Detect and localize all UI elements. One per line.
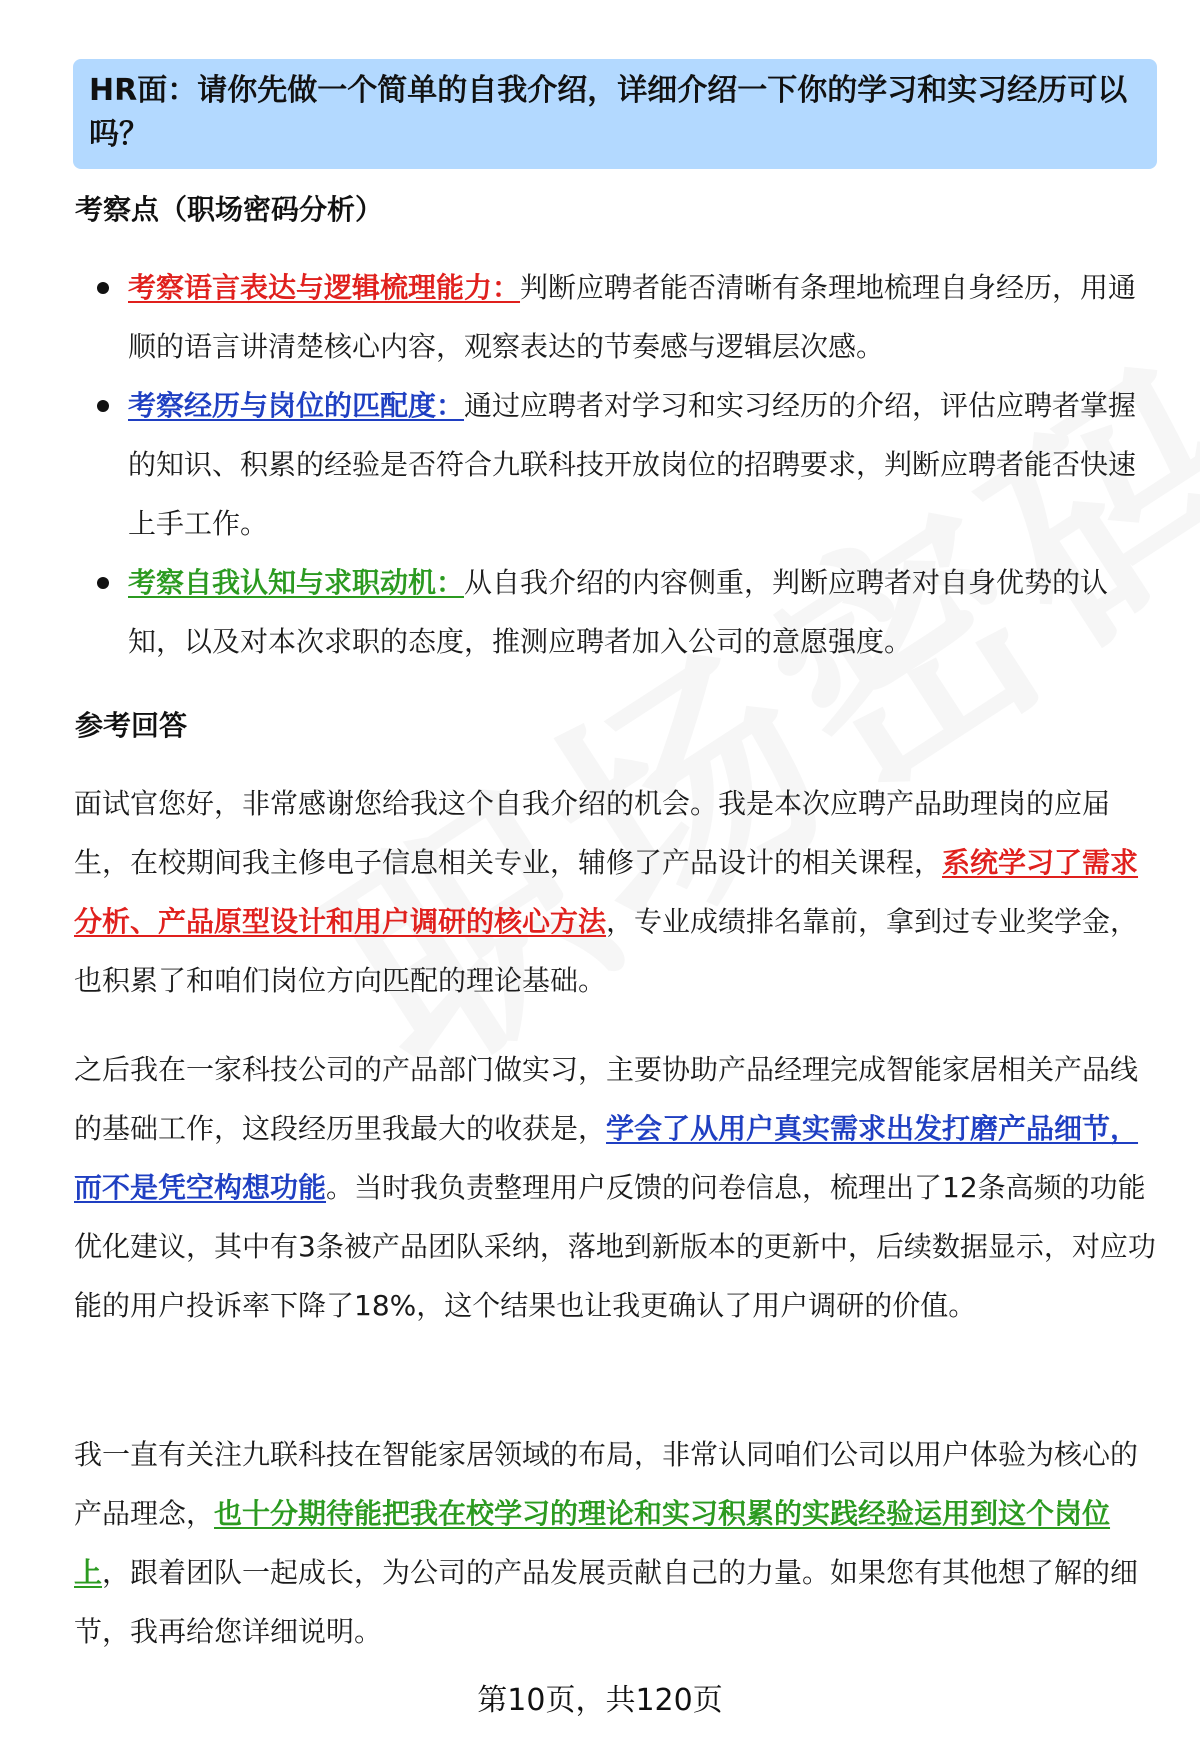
analysis-item-highlight: 考察语言表达与逻辑梳理能力：	[128, 271, 521, 304]
paragraph-text: 面试官您好，非常感谢您给我这个自我介绍的机会。我是本次应聘产品助理岗的应届生，在校期间我主修电子信息相关专业，辅修了产品设计的相关课程，	[74, 787, 1111, 879]
analysis-list	[95, 258, 1155, 671]
analysis-item-highlight: 考察自我认知与求职动机：	[128, 566, 465, 599]
answer-paragraph-2	[74, 1040, 1156, 1335]
analysis-item-text: 通过应聘者对学习和实习经历的介绍，评估应聘者掌握的知识、积累的经验是否符合九联科技开放岗位的招聘要求，判断应聘者能否快速上手工作。	[128, 389, 1137, 540]
bullet-icon	[97, 400, 109, 412]
analysis-title: 考察点（职场密码分析）	[75, 193, 384, 226]
paragraph-highlight: 学会了从用户真实需求出发打磨产品细节，而不是凭空构想功能	[74, 1112, 1139, 1204]
paragraph-text: 。当时我负责整理用户反馈的问卷信息，梳理出了12条高频的功能优化建议，其中有3条被产品团队采纳，落地到新版本的更新中，后续数据显示，对应功能的用户投诉率下降了18%，这个结果也让我更确认了用户调研的价值。	[74, 1171, 1156, 1322]
answer-title: 参考回答	[75, 709, 188, 742]
question-box: HR面：请你先做一个简单的自我介绍，详细介绍一下你的学习和实习经历可以吗？	[73, 59, 1157, 169]
answer-paragraph-3	[74, 1425, 1156, 1661]
bullet-icon	[97, 282, 109, 294]
page-number: 第10页，共120页	[477, 1683, 723, 1718]
bullet-icon	[97, 577, 109, 589]
answer-paragraph-1	[74, 774, 1156, 1010]
analysis-item-highlight: 考察经历与岗位的匹配度：	[128, 389, 465, 422]
analysis-item	[95, 376, 1155, 553]
paragraph-text: 我一直有关注九联科技在智能家居领域的布局，非常认同咱们公司以用户体验为核心的产品理念，	[74, 1438, 1139, 1530]
paragraph-text: ，专业成绩排名靠前，拿到过专业奖学金，也积累了和咱们岗位方向匹配的理论基础。	[74, 905, 1139, 997]
analysis-item-text: 从自我介绍的内容侧重，判断应聘者对自身优势的认知，以及对本次求职的态度，推测应聘者加入公司的意愿强度。	[128, 566, 1109, 658]
paragraph-text: 之后我在一家科技公司的产品部门做实习，主要协助产品经理完成智能家居相关产品线的基础工作，这段经历里我最大的收获是，	[74, 1053, 1139, 1145]
paragraph-text: ，跟着团队一起成长，为公司的产品发展贡献自己的力量。如果您有其他想了解的细节，我再给您详细说明。	[74, 1556, 1139, 1648]
paragraph-highlight: 也十分期待能把我在校学习的理论和实习积累的实践经验运用到这个岗位上	[74, 1497, 1111, 1589]
analysis-item	[95, 258, 1155, 376]
paragraph-highlight: 系统学习了需求分析、产品原型设计和用户调研的核心方法	[74, 846, 1139, 938]
analysis-item	[95, 553, 1155, 671]
analysis-item-text: 判断应聘者能否清晰有条理地梳理自身经历，用通顺的语言讲清楚核心内容，观察表达的节奏感与逻辑层次感。	[128, 271, 1137, 363]
